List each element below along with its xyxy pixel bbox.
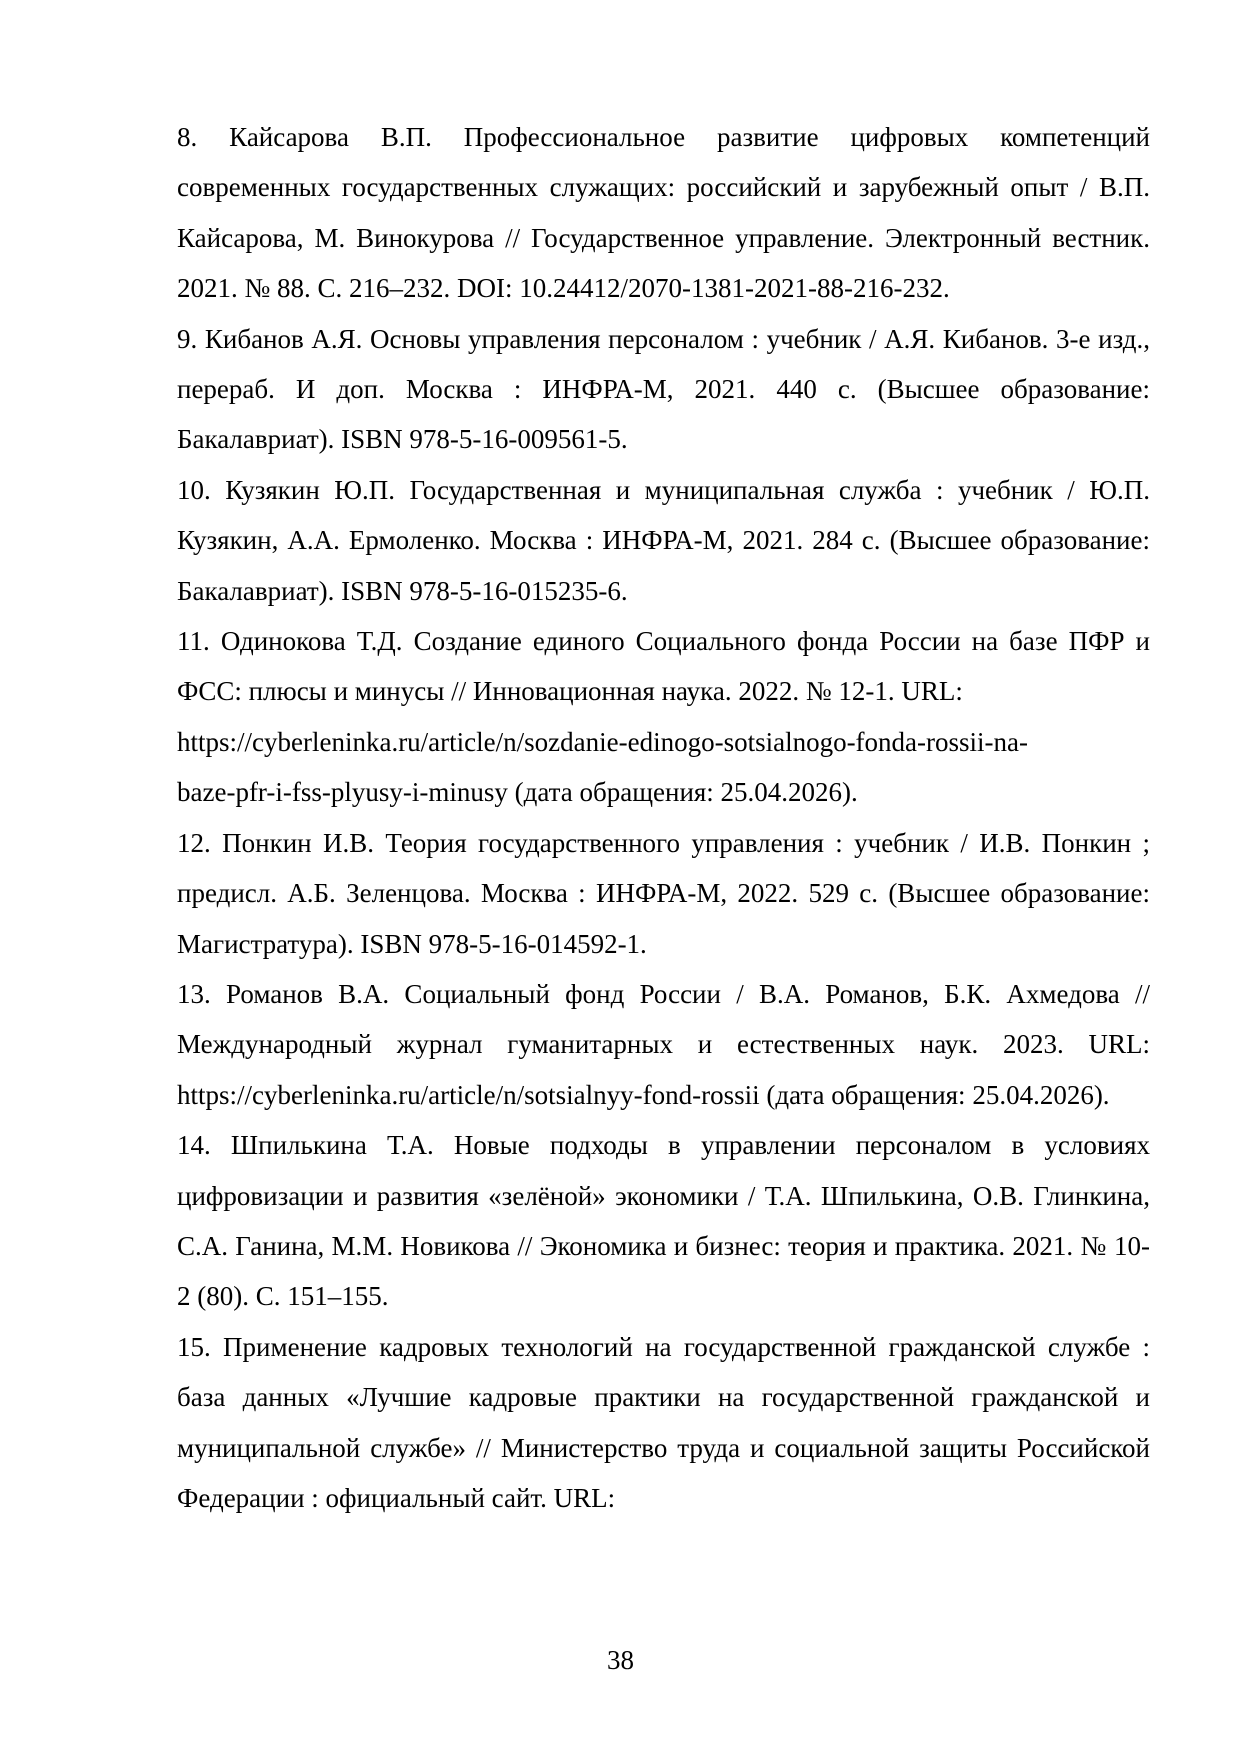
- reference-item-11: [177, 616, 1150, 818]
- reference-item-15: 15. Применение кадровых технологий на государственной гражданской службе : база данных «Лучшие кадровые практики на государственной гражданской и муниципальной службе» // Министерство труда и социальной защиты Российской Федерации : официальный сайт. URL:: [177, 1331, 1150, 1513]
- page-number: 38: [607, 1645, 634, 1675]
- reference-item-11-url-line-2: baze-pfr-i-fss-plyusy-i-minusy (дата обращения: 25.04.2026).: [177, 777, 858, 808]
- reference-item-10: 10. Кузякин Ю.П. Государственная и муниципальная служба : учебник / Ю.П. Кузякин, А.А. Ермоленко. Москва : ИНФРА-М, 2021. 284 с. (Высшее образование: Бакалавриат). ISBN 978-5-16-015235-6.: [177, 474, 1150, 606]
- reference-item-11-text: 11. Одинокова Т.Д. Создание единого Социального фонда России на базе ПФР и ФСС: плюсы и минусы // Инновационная наука. 2022. № 12-1. URL:: [177, 626, 1150, 707]
- reference-item-11-url-line-1: https://cyberleninka.ru/article/n/sozdanie-edinogo-sotsialnogo-fonda-rossii-na-: [177, 726, 1029, 757]
- reference-item-8: 8. Кайсарова В.П. Профессиональное развитие цифровых компетенций современных государственных служащих: российский и зарубежный опыт / В.П. Кайсарова, М. Винокурова // Государственное управление. Электронный вестник. 2021. № 88. С. 216–232. DOI: 10.24412/2070-1381-2021-88-216-232.: [177, 122, 1150, 304]
- reference-item-9: 9. Кибанов А.Я. Основы управления персоналом : учебник / А.Я. Кибанов. 3-е изд., перераб. И доп. Москва : ИНФРА-М, 2021. 440 с. (Высшее образование: Бакалавриат). ISBN 978-5-16-009561-5.: [177, 323, 1150, 455]
- reference-item-13: 13. Романов В.А. Социальный фонд России / В.А. Романов, Б.К. Ахмедова // Международный журнал гуманитарных и естественных наук. 2023. URL: https://cyberleninka.ru/article/n/sotsialnyy-fond-rossii (дата обращения: 25.04.2026).: [177, 978, 1150, 1110]
- reference-item-14: 14. Шпилькина Т.А. Новые подходы в управлении персоналом в условиях цифровизации и развития «зелёной» экономики / Т.А. Шпилькина, О.В. Глинкина, С.А. Ганина, М.М. Новикова // Экономика и бизнес: теория и практика. 2021. № 10-2 (80). С. 151–155.: [177, 1130, 1150, 1312]
- reference-item-12: 12. Понкин И.В. Теория государственного управления : учебник / И.В. Понкин ; предисл. А.Б. Зеленцова. Москва : ИНФРА-М, 2022. 529 с. (Высшее образование: Магистратура). ISBN 978-5-16-014592-1.: [177, 827, 1150, 959]
- reference-list: [177, 112, 1150, 1523]
